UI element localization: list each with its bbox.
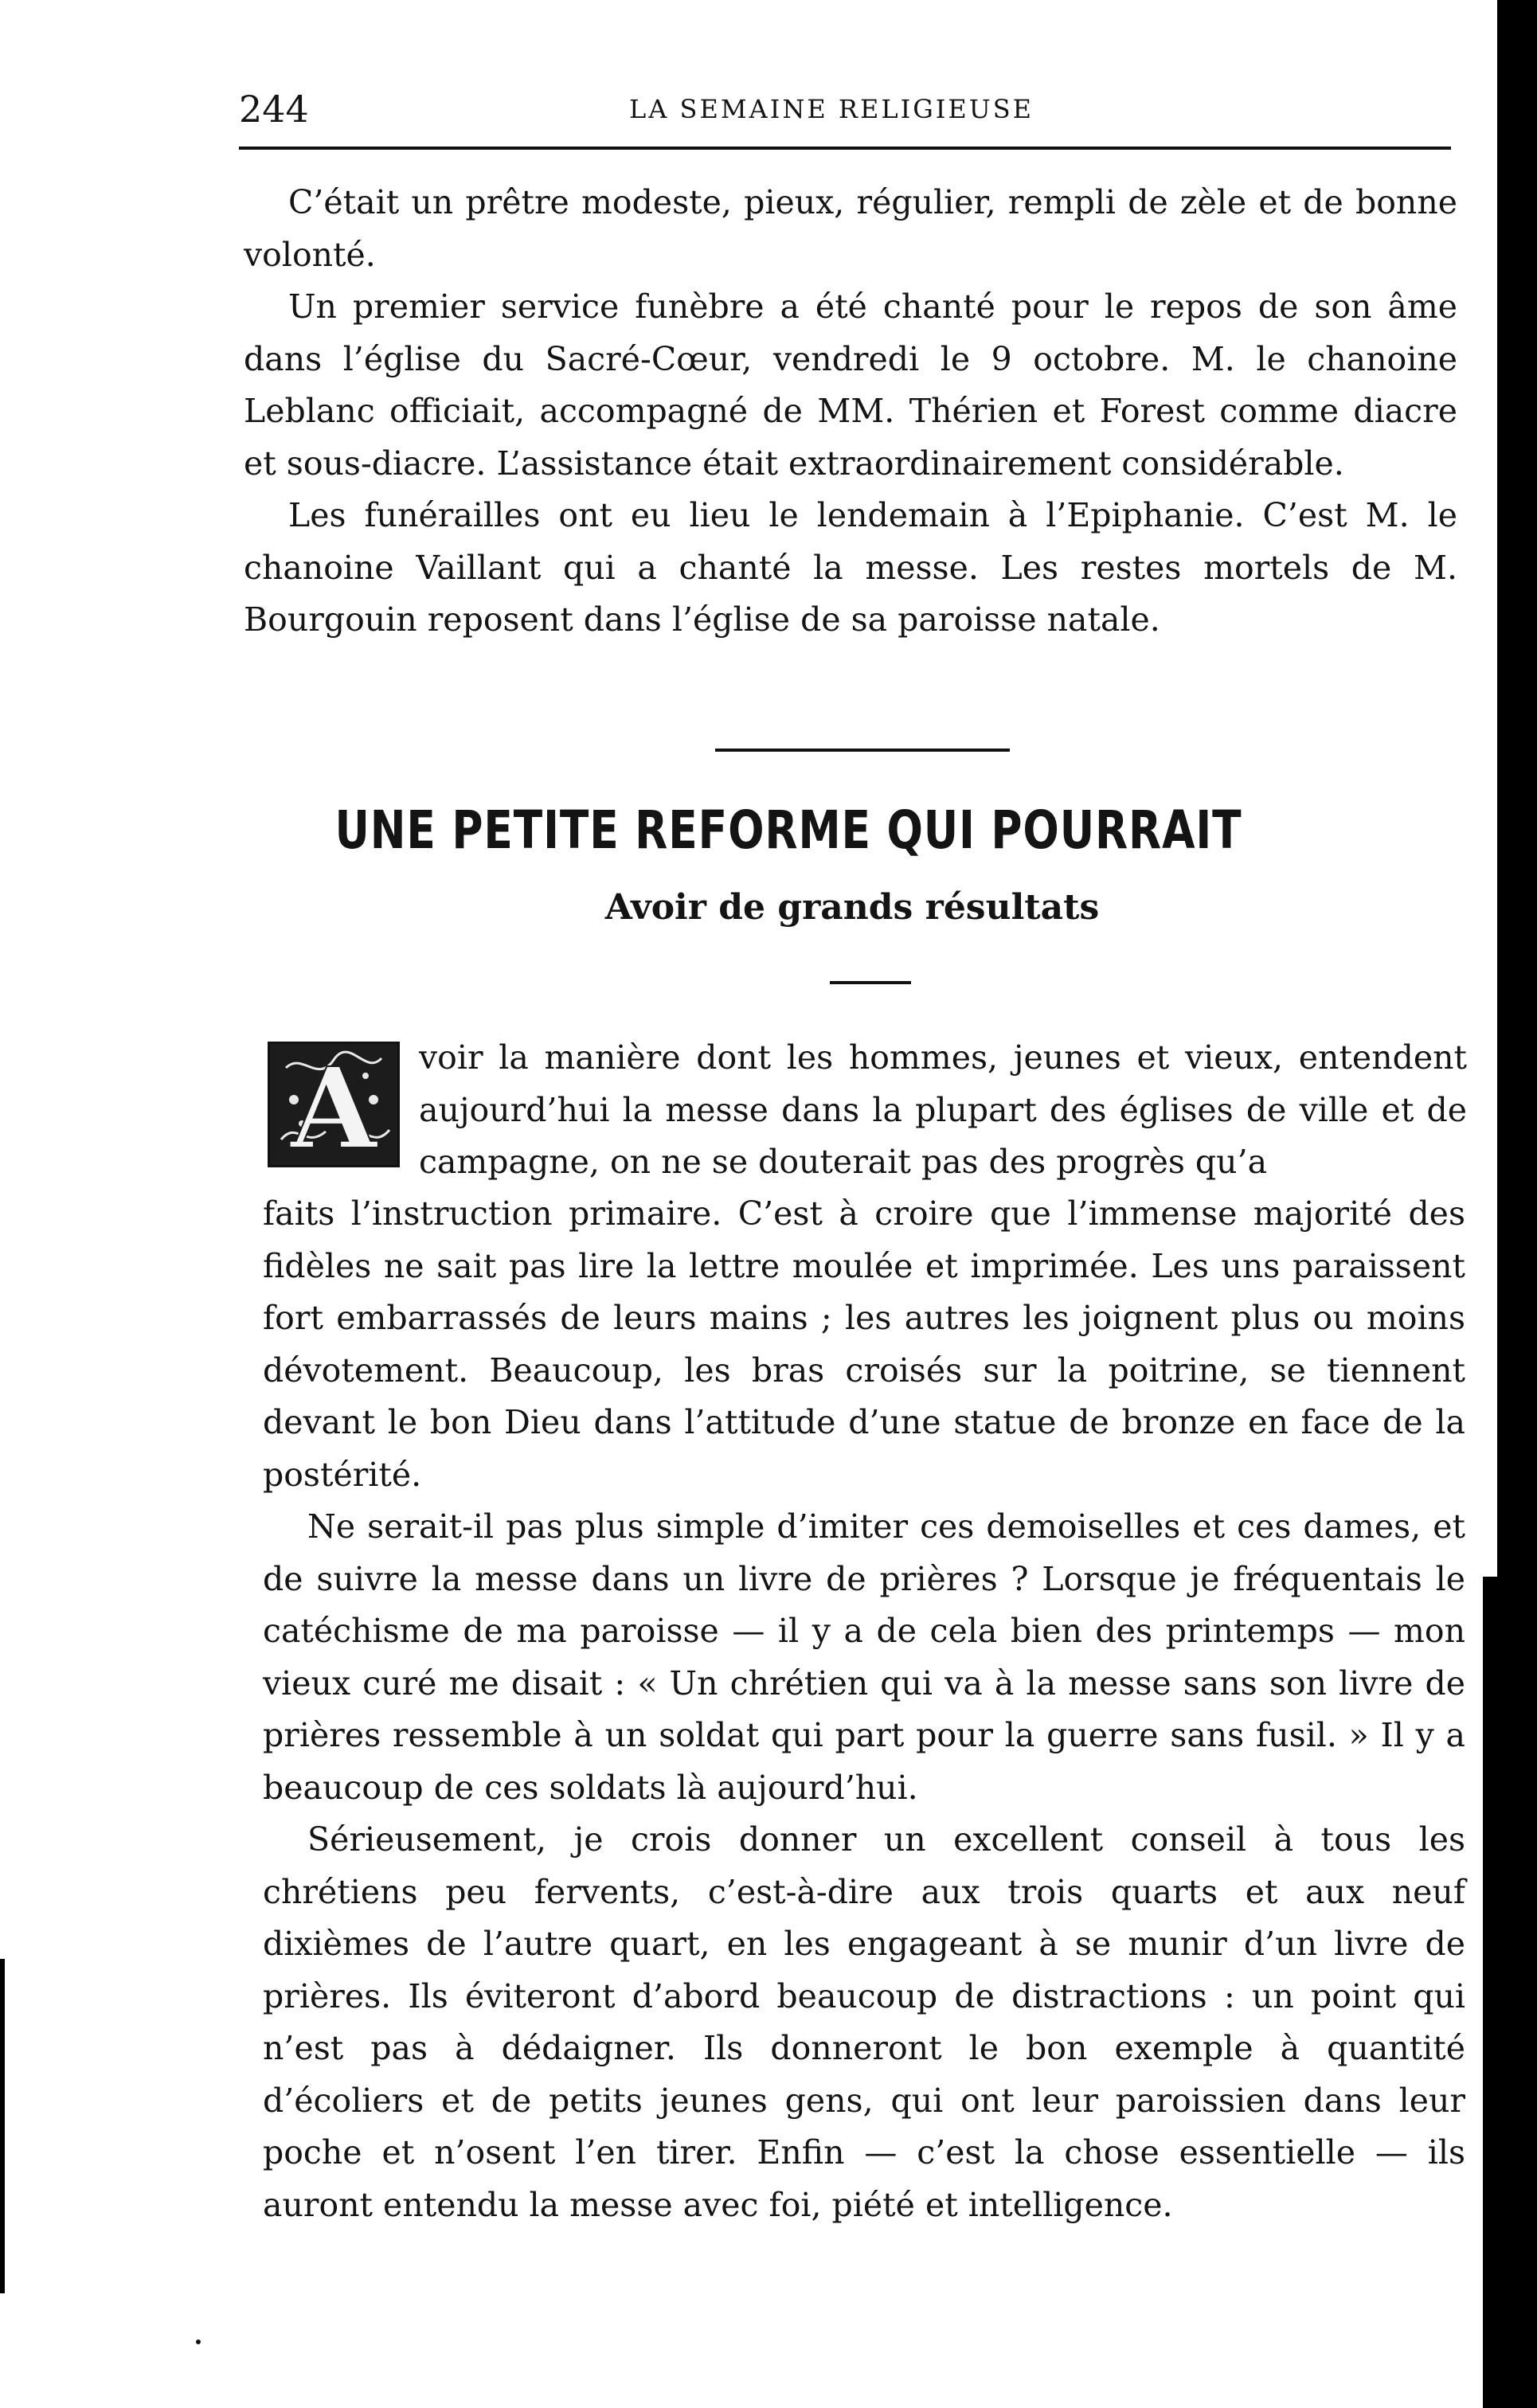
scan-edge-shadow-lower bbox=[1483, 1577, 1500, 2408]
obituary-paragraph-2: Un premier service funèbre a été chanté pour le repos de son âme dans l’église du Sacré-Cœur, vendredi le 9 octobre. M. le chanoine Leblanc officiait, accompagné de MM. Thérien et Forest comme diacre et sous-diacre. L’assistance était extraordinairement considérable. bbox=[244, 287, 1457, 483]
section-divider bbox=[715, 749, 1010, 752]
title-divider bbox=[830, 981, 911, 984]
scan-speck bbox=[196, 2340, 201, 2344]
obituary-paragraph-1: C’était un prêtre modeste, pieux, régulier, rempli de zèle et de bonne volonté. bbox=[244, 183, 1457, 274]
header-rule bbox=[239, 147, 1451, 150]
obituary-text bbox=[244, 177, 1457, 647]
running-head: LA SEMAINE RELIGIEUSE bbox=[629, 94, 1034, 124]
article-title: UNE PETITE REFORME QUI POURRAIT bbox=[334, 799, 1242, 861]
article-paragraph-2: Ne serait-il pas plus simple d’imiter ces demoiselles et ces dames, et de suivre la messe dans un livre de prières ? Lorsque je fréquentais le catéchisme de ma paroisse — il y a de cela bien des printemps — mon vieux curé me disait : « Un chrétien qui va à la messe sans son livre de prières ressemble à un soldat qui part pour la guerre sans fusil. » Il y a beaucoup de ces soldats là aujourd’hui. bbox=[263, 1507, 1465, 1807]
scan-left-mark bbox=[0, 1959, 5, 2293]
dropcap-letter: A bbox=[290, 1044, 377, 1165]
article-lead-text: voir la manière dont les hommes, jeunes et vieux, entendent aujourd’hui la messe dans la plupart des églises de ville et de campagne, on ne se douterait pas des progrès qu’a bbox=[419, 1038, 1467, 1181]
page-header bbox=[239, 83, 1449, 139]
article-paragraph-3: Sérieusement, je crois donner un excellent conseil à tous les chrétiens peu fervents, c’est-à-dire aux trois quarts et aux neuf dixièmes de l’autre quart, en les engageant à se munir d’un livre de prières. Ils éviteront d’abord beaucoup de distractions : un point qui n’est pas à dédaigner. Ils donneront le bon exemple à quantité d’écoliers et de petits jeunes gens, qui ont leur paroissien dans leur poche et n’osent l’en tirer. Enfin — c’est la chose essentielle — ils auront entendu la messe avec foi, piété et intelligence. bbox=[263, 1820, 1465, 2224]
scan-edge-shadow bbox=[1497, 0, 1537, 2408]
ornamental-dropcap bbox=[268, 1042, 400, 1167]
page-number: 244 bbox=[239, 88, 309, 131]
obituary-paragraph-3: Les funérailles ont eu lieu le lendemain à l’Epiphanie. C’est M. le chanoine Vaillant qui a chanté la messe. Les restes mortels de M. Bourgouin reposent dans l’église de sa paroisse natale. bbox=[244, 496, 1457, 639]
article-body bbox=[263, 1188, 1465, 2231]
article-subtitle: Avoir de grands résultats bbox=[604, 887, 1100, 928]
article-lead-continuation: faits l’instruction primaire. C’est à croire que l’immense majorité des fidèles ne sait pas lire la lettre moulée et imprimée. Les uns paraissent fort embarrassés de leurs mains ; les autres les joignent plus ou moins dévotement. Beaucoup, les bras croisés sur la poitrine, se tiennent devant le bon Dieu dans l’attitude d’une statue de bronze en face de la postérité. bbox=[263, 1194, 1465, 1494]
